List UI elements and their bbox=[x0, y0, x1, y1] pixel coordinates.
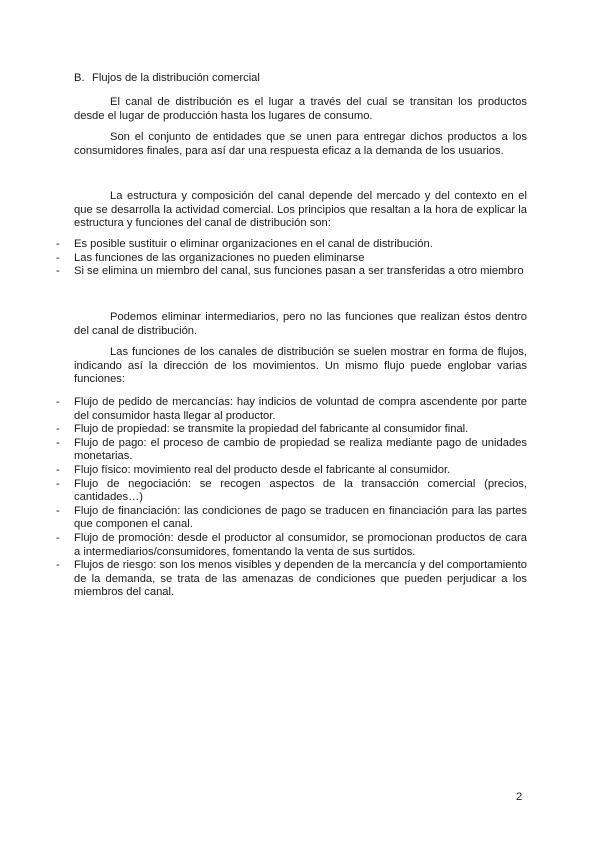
bullet-dash: - bbox=[56, 436, 60, 449]
page-number: 2 bbox=[516, 791, 523, 803]
list-item bbox=[56, 396, 527, 423]
list-item bbox=[56, 464, 527, 478]
bullet-dash: - bbox=[56, 477, 60, 490]
list-item-text: Flujo de pago: el proceso de cambio de propiedad se realiza mediante pago de unidades monetarias. bbox=[74, 436, 527, 463]
bullet-dash: - bbox=[56, 559, 60, 572]
list-item-text: Es posible sustituir o eliminar organizaciones en el canal de distribución. bbox=[74, 238, 433, 250]
list-item bbox=[56, 265, 527, 279]
list-item-text: Flujos de riesgo: son los menos visibles y dependen de la mercancía y del comportamiento de la demanda, se trata de las amenazas de condiciones que pueden perjudicar a los miembros del canal. bbox=[74, 559, 527, 599]
list-item-text: Las funciones de las organizaciones no pueden eliminarse bbox=[74, 251, 365, 264]
list-item-text: Si se elimina un miembro del canal, sus funciones pasan a ser transferidas a otro miembro bbox=[74, 265, 524, 278]
list-item bbox=[56, 478, 527, 505]
bullet-dash: - bbox=[56, 531, 60, 544]
paragraph-structure: La estructura y composición del canal depende del mercado y del contexto en el que se desarrolla la actividad comercial. Los principios que resaltan a la hora de explicar la estructura y funciones del canal de distribución son: bbox=[74, 190, 527, 230]
paragraph-intermediaries: Podemos eliminar intermediarios, pero no las funciones que realizan éstos dentro del canal de distribución. bbox=[74, 311, 527, 337]
list-item-text: Flujo de financiación: las condiciones de pago se traducen en financiación para las partes que componen el canal. bbox=[74, 504, 527, 531]
list-item bbox=[56, 559, 527, 600]
bullet-dash: - bbox=[56, 463, 60, 476]
list-item bbox=[56, 252, 527, 266]
list-item-text: Flujo de promoción: desde el productor al consumidor, se promocionan productos de cara a intermediarios/consumidores, fomentando la venta de sus surtidos. bbox=[74, 531, 527, 558]
list-item bbox=[56, 532, 527, 559]
list-item bbox=[56, 238, 527, 252]
paragraph-entities: Son el conjunto de entidades que se unen para entregar dichos productos a los consumidores finales, para así dar una respuesta eficaz a la demanda de los usuarios. bbox=[74, 131, 527, 157]
list-item bbox=[56, 423, 527, 437]
paragraph-definition: El canal de distribución es el lugar a través del cual se transitan los productos desde el lugar de producción hasta los lugares de consumo. bbox=[74, 96, 527, 122]
list-item-text: Flujo de negociación: se recogen aspectos de la transacción comercial (precios, cantidades…) bbox=[74, 477, 527, 504]
list-item-text: Flujo físico: movimiento real del producto desde el fabricante al consumidor. bbox=[74, 463, 451, 476]
bullet-dash: - bbox=[56, 265, 60, 278]
section-letter: B. bbox=[74, 72, 85, 84]
bullet-dash: - bbox=[56, 396, 60, 408]
bullet-dash: - bbox=[56, 251, 60, 264]
list-item bbox=[56, 437, 527, 464]
list-item bbox=[56, 505, 527, 532]
bullet-dash: - bbox=[56, 504, 60, 517]
list-item-text: Flujo de propiedad: se transmite la propiedad del fabricante al consumidor final. bbox=[74, 423, 469, 436]
list-item-text: Flujo de pedido de mercancías: hay indicios de voluntad de compra ascendente por parte del consumidor hasta llegar al productor. bbox=[74, 396, 527, 422]
section-heading bbox=[74, 72, 534, 86]
bullet-dash: - bbox=[56, 423, 60, 436]
section-title: Flujos de la distribución comercial bbox=[92, 72, 260, 84]
bullet-dash: - bbox=[56, 238, 60, 250]
flows-list bbox=[56, 396, 527, 600]
principles-list bbox=[56, 238, 527, 279]
paragraph-functions: Las funciones de los canales de distribución se suelen mostrar en forma de flujos, indicando así la dirección de los movimientos. Un mismo flujo puede englobar varias funciones: bbox=[74, 346, 527, 386]
